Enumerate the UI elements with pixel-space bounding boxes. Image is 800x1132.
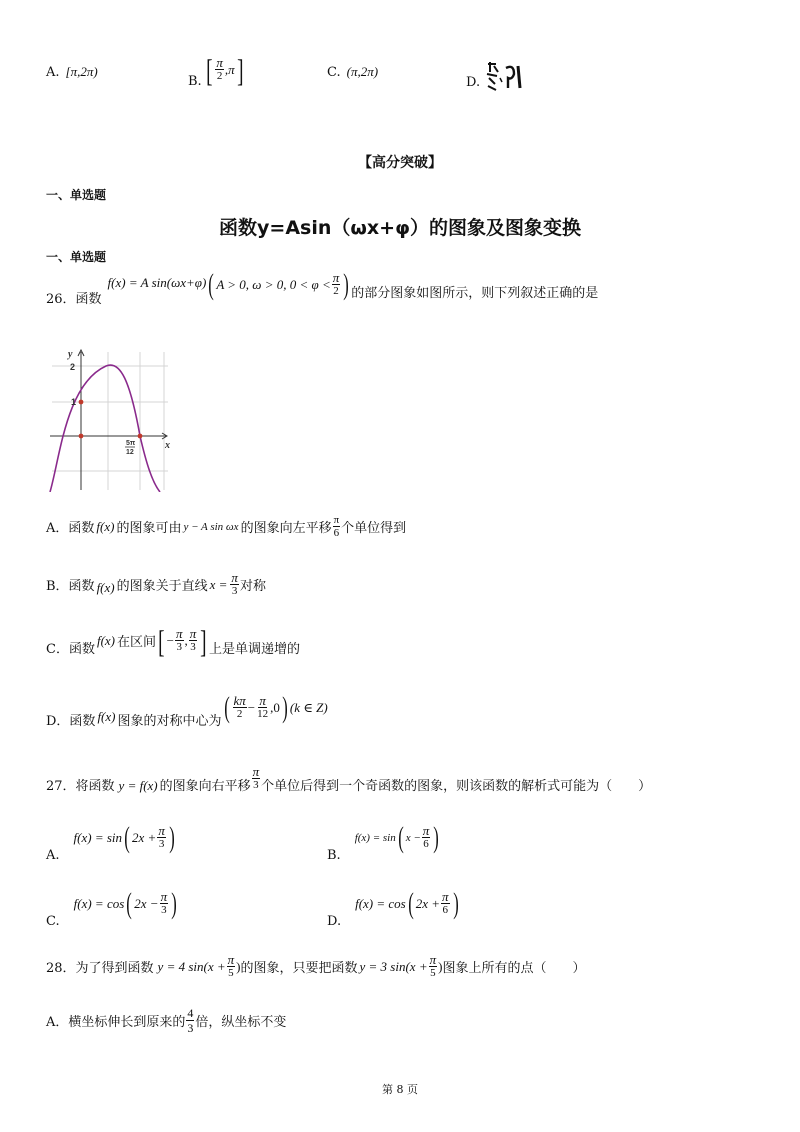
- option-label: D.: [466, 74, 481, 90]
- math-inner: 2x +: [415, 895, 441, 911]
- paren: ): [452, 886, 459, 920]
- fraction: $\frac{\pi}{2}$: [332, 270, 340, 297]
- option-label: D.: [327, 914, 342, 929]
- paren: (: [124, 820, 130, 854]
- question-27-stem: [46, 762, 651, 794]
- fraction: $\frac{\pi}{3}$: [189, 626, 197, 653]
- option-c-prev: [327, 64, 378, 80]
- paren: ): [282, 690, 288, 724]
- origin-point: [79, 434, 84, 439]
- fraction: $\frac{\pi}{5}$: [227, 952, 235, 979]
- paren: ): [171, 886, 177, 920]
- math-expr: y = 3 sin(x +: [359, 958, 428, 974]
- fraction: $\frac{\pi}{3}$: [252, 763, 260, 791]
- option-text: A．函数: [46, 521, 95, 536]
- function-graph: [48, 346, 174, 492]
- option-text: 图象的对称中心为: [117, 714, 222, 729]
- q26-option-c[interactable]: [46, 624, 300, 657]
- math-expr: f(x) = cos: [355, 895, 406, 911]
- option-d-prev: [466, 60, 524, 94]
- math-expr: x =: [209, 576, 228, 592]
- fraction: $\frac{\pi}{6}$: [442, 889, 449, 916]
- main-title: 函数y=Asin（ωx+φ）的图象及图象变换: [219, 217, 581, 239]
- option-text: 上是单调递增的: [208, 642, 300, 657]
- math-inner: 2x +: [132, 829, 157, 845]
- question-26-stem: [46, 262, 598, 307]
- fraction: $\frac{\pi}{3}$: [176, 626, 183, 653]
- option-a-prev: [46, 64, 98, 80]
- function-def: f(x) = A sin(ωx+φ): [107, 274, 207, 290]
- category-heading: 一、单选题: [46, 250, 107, 264]
- option-b-prev: [188, 50, 245, 89]
- fraction: $\frac{\pi}{3}$: [158, 823, 165, 850]
- option-text: 个单位得到: [341, 521, 407, 536]
- question-text: 的图象，只要把函数: [240, 961, 358, 976]
- option-label: C.: [46, 914, 60, 929]
- option-label: B.: [327, 848, 341, 863]
- option-text: 对称: [239, 579, 266, 594]
- math-fx: f(x): [96, 632, 115, 648]
- minus-sign: −: [247, 699, 256, 715]
- math-expr: f(x) = sin: [354, 831, 396, 844]
- option-text: 的图象可由: [116, 521, 182, 536]
- fraction: $\frac{\pi}{2}$: [216, 55, 223, 82]
- question-text: 28．为了得到函数: [46, 961, 154, 976]
- option-label: B.: [188, 74, 202, 89]
- option-label: A.: [46, 64, 60, 80]
- paren: (: [223, 690, 230, 724]
- math-fx: y = f(x): [118, 778, 158, 793]
- fraction: $\frac{\pi}{6}$: [333, 514, 340, 539]
- q27-option-b[interactable]: [327, 812, 441, 863]
- math-fx: f(x): [97, 708, 116, 724]
- option-text: C．函数: [46, 642, 95, 657]
- bracket: ]: [200, 622, 207, 659]
- y-axis-label: y: [68, 349, 73, 360]
- question-text: 个单位后得到一个奇函数的图象，则该函数的解析式可能为（ ）: [261, 778, 652, 794]
- q28-option-a[interactable]: [46, 1006, 286, 1035]
- tick-label-1: 1: [71, 397, 77, 407]
- math-expr: f(x) = cos: [73, 895, 125, 911]
- paren: ): [433, 820, 440, 854]
- paren: ): [343, 267, 350, 301]
- fraction: $\frac{\pi}{3}$: [160, 889, 168, 916]
- fraction: $\frac{\pi}{12}$: [257, 693, 269, 720]
- question-text: 27．将函数: [46, 778, 115, 794]
- q26-option-d[interactable]: [46, 686, 328, 729]
- math-fx: f(x): [96, 518, 115, 534]
- paren: (: [408, 886, 414, 920]
- x-axis-label: x: [165, 440, 170, 451]
- paren: (: [208, 267, 215, 301]
- option-label: A.: [46, 848, 60, 863]
- fraction: $\frac{\pi}{5}$: [429, 952, 437, 979]
- math-expr: y − A sin ωx: [183, 520, 239, 533]
- garbled-math-image: [484, 60, 524, 94]
- q27-option-c[interactable]: [46, 878, 179, 929]
- interval-math: (π,2π): [346, 64, 379, 79]
- bracket: [: [205, 51, 213, 88]
- paren: (: [126, 886, 133, 920]
- tick-label-12: 12: [126, 449, 134, 456]
- fraction: $\frac{\pi}{3}$: [231, 570, 238, 597]
- tick-label-2: 2: [70, 362, 76, 372]
- fraction: $\frac{k\pi}{2}$: [233, 693, 246, 720]
- q26-option-a[interactable]: [46, 514, 406, 539]
- math-close: ): [236, 958, 241, 974]
- minus-sign: −: [166, 632, 175, 648]
- question-number: 26．函数: [46, 292, 102, 307]
- q26-option-b[interactable]: [46, 572, 266, 597]
- comma: ,: [184, 632, 188, 648]
- question-text: 图象上所有的点（ ）: [442, 961, 586, 976]
- q27-option-a[interactable]: [46, 812, 177, 863]
- paren: ): [169, 820, 175, 854]
- question-text: 的部分图象如图所示，则下列叙述正确的是: [351, 286, 599, 301]
- math-expr: y = 4 sin(x +: [157, 958, 226, 974]
- y-intercept-point: [79, 400, 84, 405]
- sine-curve: [50, 365, 160, 492]
- interval-tail: ,π: [224, 61, 235, 77]
- page-number: 第 8 页: [382, 1083, 418, 1096]
- option-text: 倍，纵坐标不变: [195, 1015, 287, 1030]
- option-text: B．函数: [46, 579, 95, 594]
- tick-label-5pi: 5π: [126, 440, 136, 447]
- question-28-stem: [46, 954, 585, 979]
- option-label: C.: [327, 64, 341, 80]
- option-text: 在区间: [117, 635, 157, 650]
- section-header: 【高分突破】: [358, 155, 442, 171]
- math-fx: f(x): [96, 579, 115, 595]
- option-text: D．函数: [46, 714, 96, 729]
- fraction: $\frac{\pi}{6}$: [422, 823, 430, 850]
- option-text: 的图象向左平移: [240, 521, 332, 536]
- math-close: ): [438, 958, 443, 974]
- math-inner: x −: [405, 831, 421, 844]
- bracket: [: [158, 622, 165, 659]
- option-text: 的图象关于直线: [116, 579, 208, 594]
- paren: (: [397, 820, 404, 854]
- grid: [52, 352, 168, 490]
- math-inner: 2x −: [134, 895, 159, 911]
- interval-math: [π,2π): [65, 64, 98, 79]
- category-heading: 一、单选题: [46, 188, 107, 202]
- math-tail: ,0: [270, 699, 280, 715]
- zero-point: [138, 434, 143, 439]
- option-text: A．横坐标伸长到原来的: [46, 1015, 186, 1030]
- math-expr: f(x) = sin: [73, 829, 123, 845]
- bracket: ]: [236, 51, 244, 88]
- condition: A > 0, ω > 0, 0 < φ <: [216, 276, 331, 292]
- question-text: 的图象向右平移: [159, 778, 251, 794]
- fraction: $\frac{4}{3}$: [187, 1006, 194, 1035]
- q27-option-d[interactable]: [327, 878, 461, 929]
- math-condition: (k ∈ Z): [289, 699, 328, 715]
